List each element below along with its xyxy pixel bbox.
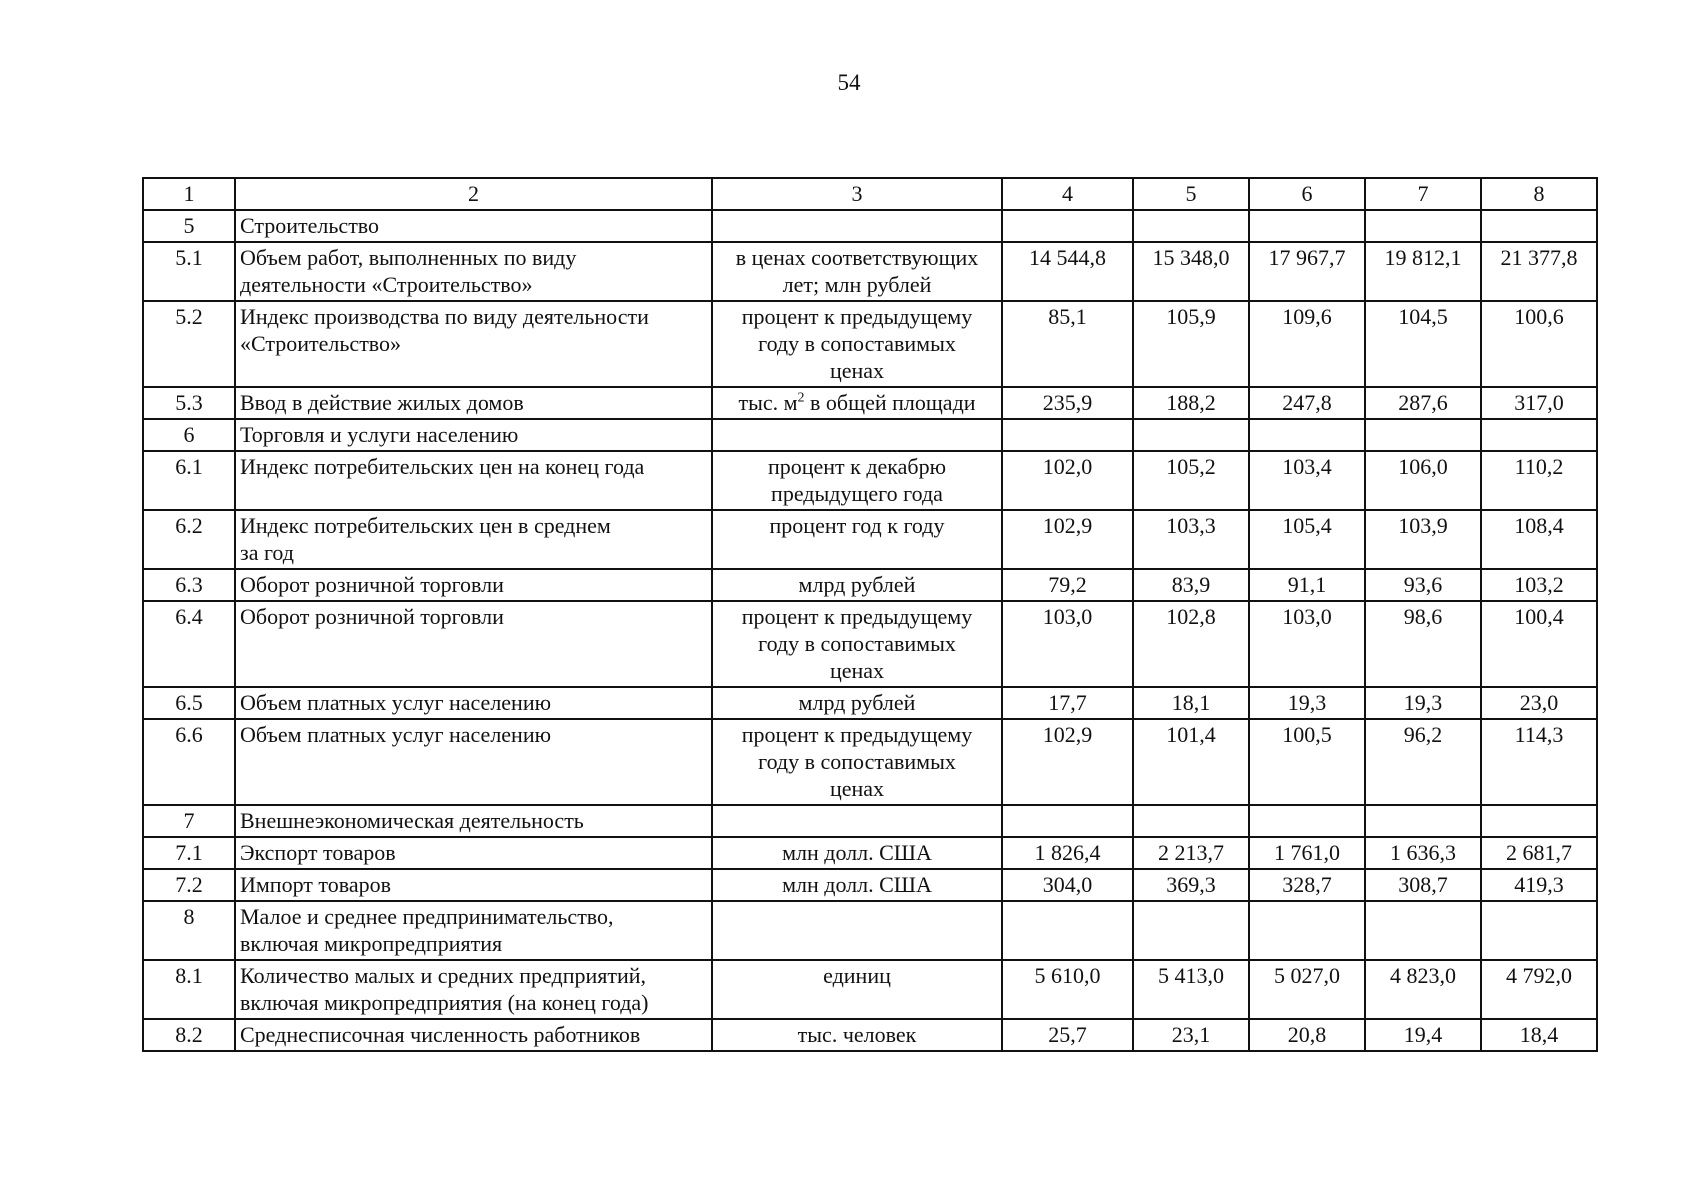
table-row xyxy=(143,869,1597,901)
value-cell: 105,2 xyxy=(1133,451,1249,510)
value-cell xyxy=(1365,210,1481,242)
value-cell xyxy=(1249,805,1365,837)
table-row xyxy=(143,510,1597,569)
page-number: 54 xyxy=(837,70,861,95)
value-cell xyxy=(1133,901,1249,960)
value-cell: 5 610,0 xyxy=(1002,960,1133,1019)
unit-cell: млрд рублей xyxy=(712,569,1002,601)
value-cell xyxy=(1249,210,1365,242)
value-cell: 103,9 xyxy=(1365,510,1481,569)
value-cell: 110,2 xyxy=(1481,451,1597,510)
value-cell xyxy=(1481,419,1597,451)
value-cell: 5 027,0 xyxy=(1249,960,1365,1019)
indicator-name-cell: Ввод в действие жилых домов xyxy=(235,387,712,419)
unit-cell xyxy=(712,419,1002,451)
row-number-cell: 5 xyxy=(143,210,235,242)
value-cell: 103,3 xyxy=(1133,510,1249,569)
row-number-cell: 8.2 xyxy=(143,1019,235,1051)
indicator-name-cell: Строительство xyxy=(235,210,712,242)
value-cell xyxy=(1133,210,1249,242)
value-cell: 98,6 xyxy=(1365,601,1481,687)
indicator-name-cell: Среднесписочная численность работников xyxy=(235,1019,712,1051)
unit-cell: процент год к году xyxy=(712,510,1002,569)
row-number-cell: 6 xyxy=(143,419,235,451)
value-cell: 114,3 xyxy=(1481,719,1597,805)
unit-cell xyxy=(712,387,1002,419)
indicator-name-cell: Индекс потребительских цен на конец года xyxy=(235,451,712,510)
row-number-cell: 6.1 xyxy=(143,451,235,510)
value-cell: 100,6 xyxy=(1481,301,1597,387)
value-cell: 328,7 xyxy=(1249,869,1365,901)
value-cell: 109,6 xyxy=(1249,301,1365,387)
table-row xyxy=(143,242,1597,301)
row-number-cell: 6.6 xyxy=(143,719,235,805)
indicator-name-cell: Объем работ, выполненных по виду деятельности «Строительство» xyxy=(235,242,712,301)
value-cell: 317,0 xyxy=(1481,387,1597,419)
value-cell xyxy=(1002,210,1133,242)
header-cell: 6 xyxy=(1249,178,1365,210)
value-cell: 5 413,0 xyxy=(1133,960,1249,1019)
indicator-name-cell: Торговля и услуги населению xyxy=(235,419,712,451)
unit-prefix: тыс. м xyxy=(738,390,798,415)
table-row xyxy=(143,901,1597,960)
table-row xyxy=(143,687,1597,719)
unit-cell: млрд рублей xyxy=(712,687,1002,719)
statistics-table xyxy=(142,177,1598,1052)
unit-cell: процент к декабрю предыдущего года xyxy=(712,451,1002,510)
value-cell: 103,0 xyxy=(1002,601,1133,687)
value-cell: 104,5 xyxy=(1365,301,1481,387)
value-cell xyxy=(1365,901,1481,960)
table-row xyxy=(143,387,1597,419)
value-cell xyxy=(1481,901,1597,960)
value-cell xyxy=(1365,419,1481,451)
header-cell: 8 xyxy=(1481,178,1597,210)
value-cell xyxy=(1249,419,1365,451)
value-cell xyxy=(1133,419,1249,451)
value-cell: 1 636,3 xyxy=(1365,837,1481,869)
value-cell: 2 681,7 xyxy=(1481,837,1597,869)
value-cell: 103,2 xyxy=(1481,569,1597,601)
row-number-cell: 5.2 xyxy=(143,301,235,387)
value-cell: 25,7 xyxy=(1002,1019,1133,1051)
value-cell: 19,3 xyxy=(1249,687,1365,719)
value-cell: 21 377,8 xyxy=(1481,242,1597,301)
table-row xyxy=(143,719,1597,805)
indicator-name-cell: Объем платных услуг населению xyxy=(235,719,712,805)
unit-cell xyxy=(712,901,1002,960)
value-cell: 17,7 xyxy=(1002,687,1133,719)
value-cell xyxy=(1481,805,1597,837)
header-cell: 4 xyxy=(1002,178,1133,210)
value-cell: 23,0 xyxy=(1481,687,1597,719)
value-cell xyxy=(1481,210,1597,242)
indicator-name-cell: Оборот розничной торговли xyxy=(235,601,712,687)
value-cell: 103,4 xyxy=(1249,451,1365,510)
header-cell: 2 xyxy=(235,178,712,210)
value-cell: 93,6 xyxy=(1365,569,1481,601)
table-row xyxy=(143,301,1597,387)
row-number-cell: 7.2 xyxy=(143,869,235,901)
unit-cell xyxy=(712,210,1002,242)
row-number-cell: 8.1 xyxy=(143,960,235,1019)
value-cell xyxy=(1002,419,1133,451)
value-cell: 91,1 xyxy=(1249,569,1365,601)
table-row xyxy=(143,1019,1597,1051)
value-cell: 102,8 xyxy=(1133,601,1249,687)
table-row xyxy=(143,210,1597,242)
unit-cell: единиц xyxy=(712,960,1002,1019)
value-cell: 1 761,0 xyxy=(1249,837,1365,869)
value-cell xyxy=(1002,901,1133,960)
value-cell: 19 812,1 xyxy=(1365,242,1481,301)
value-cell: 235,9 xyxy=(1002,387,1133,419)
value-cell: 308,7 xyxy=(1365,869,1481,901)
indicator-name-cell: Экспорт товаров xyxy=(235,837,712,869)
indicator-name-cell: Малое и среднее предпринимательство, включая микропредприятия xyxy=(235,901,712,960)
table-row xyxy=(143,837,1597,869)
value-cell: 105,9 xyxy=(1133,301,1249,387)
value-cell: 17 967,7 xyxy=(1249,242,1365,301)
table-body xyxy=(143,210,1597,1051)
unit-suffix: в общей площади xyxy=(804,390,976,415)
unit-cell: процент к предыдущему году в сопоставимых ценах xyxy=(712,601,1002,687)
row-number-cell: 5.1 xyxy=(143,242,235,301)
value-cell: 105,4 xyxy=(1249,510,1365,569)
value-cell: 102,0 xyxy=(1002,451,1133,510)
value-cell: 18,1 xyxy=(1133,687,1249,719)
unit-cell: в ценах соответствующих лет; млн рублей xyxy=(712,242,1002,301)
indicator-name-cell: Внешнеэкономическая деятельность xyxy=(235,805,712,837)
value-cell: 85,1 xyxy=(1002,301,1133,387)
value-cell: 103,0 xyxy=(1249,601,1365,687)
value-cell: 369,3 xyxy=(1133,869,1249,901)
value-cell: 247,8 xyxy=(1249,387,1365,419)
table-row xyxy=(143,960,1597,1019)
table-row xyxy=(143,601,1597,687)
row-number-cell: 6.4 xyxy=(143,601,235,687)
value-cell xyxy=(1002,805,1133,837)
value-cell: 419,3 xyxy=(1481,869,1597,901)
value-cell: 1 826,4 xyxy=(1002,837,1133,869)
indicator-name-cell: Количество малых и средних предприятий, включая микропредприятия (на конец года) xyxy=(235,960,712,1019)
table-row xyxy=(143,569,1597,601)
value-cell: 14 544,8 xyxy=(1002,242,1133,301)
header-cell: 5 xyxy=(1133,178,1249,210)
value-cell: 100,5 xyxy=(1249,719,1365,805)
value-cell: 19,4 xyxy=(1365,1019,1481,1051)
row-number-cell: 7.1 xyxy=(143,837,235,869)
indicator-name-cell: Индекс потребительских цен в среднем за год xyxy=(235,510,712,569)
value-cell xyxy=(1133,805,1249,837)
value-cell: 100,4 xyxy=(1481,601,1597,687)
unit-cell xyxy=(712,805,1002,837)
table-row xyxy=(143,805,1597,837)
value-cell: 19,3 xyxy=(1365,687,1481,719)
unit-cell: млн долл. США xyxy=(712,837,1002,869)
value-cell xyxy=(1249,901,1365,960)
indicator-name-cell: Индекс производства по виду деятельности «Строительство» xyxy=(235,301,712,387)
value-cell: 15 348,0 xyxy=(1133,242,1249,301)
indicator-name-cell: Объем платных услуг населению xyxy=(235,687,712,719)
row-number-cell: 6.3 xyxy=(143,569,235,601)
value-cell: 108,4 xyxy=(1481,510,1597,569)
value-cell: 20,8 xyxy=(1249,1019,1365,1051)
header-cell: 7 xyxy=(1365,178,1481,210)
value-cell: 4 792,0 xyxy=(1481,960,1597,1019)
row-number-cell: 8 xyxy=(143,901,235,960)
value-cell xyxy=(1365,805,1481,837)
value-cell: 79,2 xyxy=(1002,569,1133,601)
indicator-name-cell: Импорт товаров xyxy=(235,869,712,901)
table-row xyxy=(143,419,1597,451)
table-row xyxy=(143,451,1597,510)
value-cell: 102,9 xyxy=(1002,719,1133,805)
value-cell: 4 823,0 xyxy=(1365,960,1481,1019)
unit-cell: процент к предыдущему году в сопоставимых ценах xyxy=(712,301,1002,387)
value-cell: 96,2 xyxy=(1365,719,1481,805)
value-cell: 83,9 xyxy=(1133,569,1249,601)
value-cell: 188,2 xyxy=(1133,387,1249,419)
unit-superscript: 2 xyxy=(797,390,805,406)
value-cell: 101,4 xyxy=(1133,719,1249,805)
row-number-cell: 5.3 xyxy=(143,387,235,419)
value-cell: 102,9 xyxy=(1002,510,1133,569)
value-cell: 304,0 xyxy=(1002,869,1133,901)
unit-cell: млн долл. США xyxy=(712,869,1002,901)
value-cell: 2 213,7 xyxy=(1133,837,1249,869)
row-number-cell: 7 xyxy=(143,805,235,837)
unit-cell: тыс. человек xyxy=(712,1019,1002,1051)
value-cell: 18,4 xyxy=(1481,1019,1597,1051)
header-cell: 1 xyxy=(143,178,235,210)
row-number-cell: 6.5 xyxy=(143,687,235,719)
header-row xyxy=(143,178,1597,210)
row-number-cell: 6.2 xyxy=(143,510,235,569)
unit-cell: процент к предыдущему году в сопоставимых ценах xyxy=(712,719,1002,805)
indicator-name-cell: Оборот розничной торговли xyxy=(235,569,712,601)
value-cell: 287,6 xyxy=(1365,387,1481,419)
header-cell: 3 xyxy=(712,178,1002,210)
value-cell: 106,0 xyxy=(1365,451,1481,510)
value-cell: 23,1 xyxy=(1133,1019,1249,1051)
